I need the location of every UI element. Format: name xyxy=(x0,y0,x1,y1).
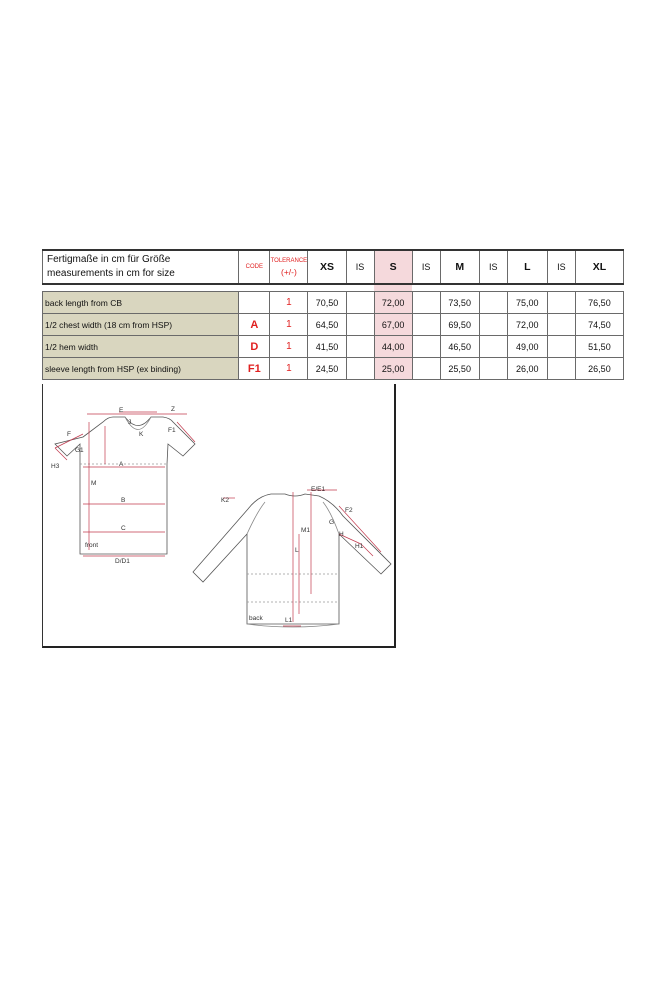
cell-xl: 26,50 xyxy=(575,358,623,380)
row-code: F1 xyxy=(239,358,270,380)
cell-xl: 74,50 xyxy=(575,314,623,336)
table-row xyxy=(43,292,624,314)
cell-s: 44,00 xyxy=(374,336,412,358)
cell-xs: 70,50 xyxy=(308,292,346,314)
label-k2: K2 xyxy=(221,497,229,504)
cell-m: 25,50 xyxy=(440,358,479,380)
cell-m: 69,50 xyxy=(440,314,479,336)
cell-is xyxy=(547,314,575,336)
cell-is xyxy=(479,358,507,380)
col-xs: XS xyxy=(308,250,346,284)
label-e: E xyxy=(119,407,124,414)
cell-l: 49,00 xyxy=(507,336,547,358)
cell-s: 72,00 xyxy=(374,292,412,314)
label-h1: H1 xyxy=(355,543,364,550)
cell-is xyxy=(479,314,507,336)
table-title xyxy=(43,250,239,284)
measurement-table xyxy=(42,249,624,380)
title-line-de: Fertigmaße in cm für Größe xyxy=(47,254,171,265)
label-f1: F1 xyxy=(168,427,176,434)
label-m1: M1 xyxy=(301,527,311,534)
cell-xs: 64,50 xyxy=(308,314,346,336)
label-j: J xyxy=(128,419,132,426)
label-h: H xyxy=(339,531,344,538)
cell-xl: 76,50 xyxy=(575,292,623,314)
spacer-row xyxy=(43,284,624,292)
label-b: B xyxy=(121,497,126,504)
size-chart xyxy=(42,249,624,380)
label-e-e1: E/E1 xyxy=(311,486,326,493)
cell-l: 26,00 xyxy=(507,358,547,380)
row-tolerance: 1 xyxy=(270,336,308,358)
cell-xs: 24,50 xyxy=(308,358,346,380)
cell-m: 46,50 xyxy=(440,336,479,358)
col-l: L xyxy=(507,250,547,284)
col-xl: XL xyxy=(575,250,623,284)
cell-is xyxy=(412,314,440,336)
cell-l: 75,00 xyxy=(507,292,547,314)
cell-m: 73,50 xyxy=(440,292,479,314)
row-tolerance: 1 xyxy=(270,292,308,314)
row-code: A xyxy=(239,314,270,336)
col-is: IS xyxy=(479,250,507,284)
cell-is xyxy=(479,292,507,314)
tolerance-label: TOLERANCE xyxy=(270,258,308,264)
col-m: M xyxy=(440,250,479,284)
cell-s: 67,00 xyxy=(374,314,412,336)
garment-sketch xyxy=(43,384,394,646)
label-d-d1: D/D1 xyxy=(115,558,130,565)
header-row xyxy=(43,250,624,284)
row-label: 1/2 chest width (18 cm from HSP) xyxy=(43,314,239,336)
cell-xs: 41,50 xyxy=(308,336,346,358)
label-c: C xyxy=(121,525,126,532)
tolerance-sub: (+/-) xyxy=(280,267,297,277)
cell-is xyxy=(412,358,440,380)
back-tshirt-sketch xyxy=(193,490,391,627)
cell-is xyxy=(479,336,507,358)
label-g1: G1 xyxy=(75,447,84,454)
label-f2: F2 xyxy=(345,507,353,514)
label-h3: H3 xyxy=(51,463,60,470)
label-front: front xyxy=(85,542,99,549)
col-is: IS xyxy=(412,250,440,284)
label-a: A xyxy=(119,461,124,468)
row-label: 1/2 hem width xyxy=(43,336,239,358)
cell-is xyxy=(346,314,374,336)
code-header: CODE xyxy=(239,250,270,284)
label-m: M xyxy=(91,480,97,487)
label-back: back xyxy=(249,615,263,622)
cell-is xyxy=(346,292,374,314)
title-line-en: measurements in cm for size xyxy=(47,268,175,279)
row-tolerance: 1 xyxy=(270,314,308,336)
cell-s: 25,00 xyxy=(374,358,412,380)
row-label: sleeve length from HSP (ex binding) xyxy=(43,358,239,380)
cell-is xyxy=(412,292,440,314)
cell-is xyxy=(547,358,575,380)
cell-is xyxy=(547,292,575,314)
tolerance-header xyxy=(270,250,308,284)
table-row xyxy=(43,336,624,358)
row-tolerance: 1 xyxy=(270,358,308,380)
label-g: G xyxy=(329,519,335,526)
cell-xl: 51,50 xyxy=(575,336,623,358)
row-label: back length from CB xyxy=(43,292,239,314)
cell-is xyxy=(346,358,374,380)
cell-is xyxy=(412,336,440,358)
table-row xyxy=(43,314,624,336)
cell-l: 72,00 xyxy=(507,314,547,336)
table-row xyxy=(43,358,624,380)
label-f: F xyxy=(67,431,71,438)
col-is: IS xyxy=(346,250,374,284)
row-code xyxy=(239,292,270,314)
label-l1: L1 xyxy=(285,617,293,624)
row-code: D xyxy=(239,336,270,358)
label-l: L xyxy=(295,547,299,554)
cell-is xyxy=(547,336,575,358)
label-z: Z xyxy=(171,406,175,413)
label-k: K xyxy=(139,431,144,438)
col-s: S xyxy=(374,250,412,284)
col-is: IS xyxy=(547,250,575,284)
garment-diagram xyxy=(42,384,396,648)
cell-is xyxy=(346,336,374,358)
